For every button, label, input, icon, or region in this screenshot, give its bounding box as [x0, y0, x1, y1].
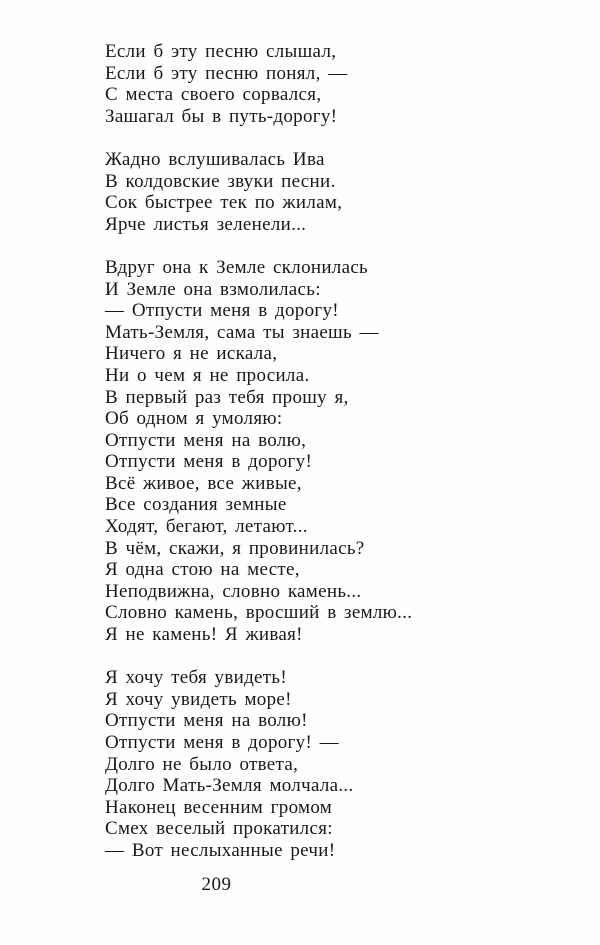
poem-line: Я одна стою на месте,: [105, 559, 300, 581]
poem-line: Если б эту песню понял, —: [105, 62, 348, 84]
poem-line: Ни о чем я не просила.: [105, 364, 310, 386]
poem-line: Отпусти меня в дорогу!: [105, 451, 313, 473]
page-number: 209: [201, 874, 232, 895]
poem-line: Жадно вслушивалась Ива: [105, 148, 325, 170]
poem-line: Отпусти меня на волю!: [105, 710, 308, 732]
poem-line: Неподвижна, словно камень...: [105, 580, 362, 602]
poem-line: Ярче листья зеленели...: [105, 213, 307, 235]
poem-line: Я не камень! Я живая!: [105, 624, 303, 646]
poem-line: Мать-Земля, сама ты знаешь —: [105, 321, 379, 343]
poem-line: Вдруг она к Земле склонилась: [105, 256, 369, 278]
poem-line: — Отпусти меня в дорогу!: [105, 300, 339, 322]
poem-line: Долго Мать-Земля молчала...: [105, 775, 354, 797]
poem-line: В колдовские звуки песни.: [105, 170, 336, 192]
poem-line: И Земле она взмолилась:: [105, 278, 321, 300]
poem-line: Все создания земные: [105, 494, 287, 516]
poem-text-block: [105, 41, 412, 862]
stanza-3: [105, 257, 412, 646]
poem-line: Отпусти меня в дорогу! —: [105, 732, 339, 753]
stanza-2: [105, 149, 412, 235]
poem-line: Если б эту песню слышал,: [105, 41, 337, 62]
poem-line: С места своего сорвался,: [105, 84, 322, 106]
poem-line: Ничего я не искала,: [105, 343, 278, 365]
poem-line: Словно камень, вросший в землю...: [105, 602, 413, 624]
poem-line: В чём, скажи, я провинилась?: [105, 537, 365, 559]
poem-line: Долго не было ответа,: [105, 753, 299, 775]
poem-line: Всё живое, все живые,: [105, 472, 302, 494]
poem-line: В первый раз тебя прошу я,: [105, 386, 349, 408]
stanza-4: [105, 667, 412, 861]
poem-line: Смех веселый прокатился:: [105, 818, 333, 840]
poem-line: Об одном я умоляю:: [105, 408, 283, 430]
poem-line: Зашагал бы в путь-дорогу!: [105, 105, 338, 127]
poem-line: Наконец весенним громом: [105, 796, 333, 818]
poem-line: — Вот неслыханные речи!: [105, 839, 336, 861]
poem-line: Отпусти меня на волю,: [105, 429, 307, 451]
stanza-1: [105, 41, 412, 127]
poem-line: Я хочу тебя увидеть!: [105, 667, 287, 689]
poem-line: Ходят, бегают, летают...: [105, 516, 308, 538]
poem-line: Сок быстрее тек по жилам,: [105, 192, 343, 214]
poem-line: Я хочу увидеть море!: [105, 688, 292, 710]
